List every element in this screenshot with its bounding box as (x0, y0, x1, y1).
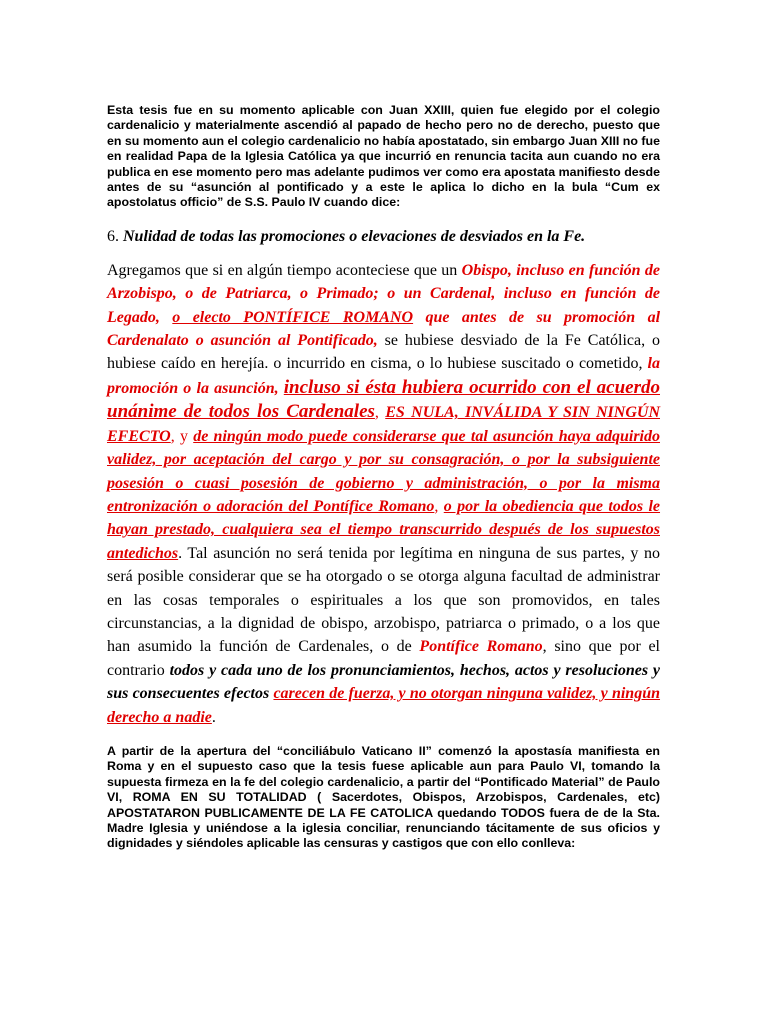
quote-text: , (434, 497, 444, 515)
quote-text: se hubiese desviado de la Fe Católica, o hubiese caído en herejía. o incurrido en cisma, o lo hubiese suscitado o cometido, (107, 332, 660, 373)
document-page (107, 103, 660, 852)
quote-text: , sino que por el contrario (107, 638, 660, 679)
closing-paragraph: A partir de la apertura del “conciliábulo Vaticano II” comenzó la apostasía manifiesta en Roma y en el supuesto caso que la tesis fuese aplicable aun para Paulo VI, tomando la supuesta firmeza en la fe del colegio cardenalicio, a partir del “Pontificado Material” de Paulo VI, ROMA EN SU TOTALIDAD ( Sacerdotes, Obispos, Arzobispos, Cardenales, etc) APOSTATARON PUBLICAMENTE DE LA FE CATOLICA quedando TODOS fuera de de la Sta. Madre Iglesia y uniéndose a la iglesia conciliar, renunciando tácitamente de sus oficios y dignidades y siéndoles aplicable las censuras y castigos que con ello conlleva: (107, 743, 660, 851)
quote-text: , (374, 404, 386, 422)
quote-emphasis: Obispo, incluso en función de Arzobispo, o de Patriarca, o Primado; o un Cardenal, incluso en función de Legado, (107, 261, 660, 326)
quote-emphasis-underlined: o electo PONTÍFICE ROMANO (172, 308, 414, 326)
quote-text: , y (170, 427, 194, 445)
quote-text: Agregamos que si en algún tiempo aconteciese que un (107, 261, 462, 279)
quote-emphasis: Pontífice Romano (419, 638, 543, 656)
section-number: 6. (107, 227, 119, 245)
quote-emphasis-underlined: de ningún modo puede considerarse que tal asunción haya adquirido validez, por aceptación del cargo y por su consagración, o por la subsiguiente posesión o cuasi posesión de gobierno y administración, o por la misma entronización o adoración del Pontífice Romano (107, 427, 660, 515)
bull-quote (107, 259, 660, 729)
quote-text: . Tal asunción no será tenida por legítima en ninguna de sus partes, y no será posible considerar que se ha otorgado o se otorga alguna facultad de administrar en las cosas temporales o espirituales a los que son promovidos, en tales circunstancias, a la dignidad de obispo, arzobispo, patriarca o primado, o a los que han asumido la función de Cardenales, o de (107, 544, 660, 656)
quote-emphasis-underlined: carecen de fuerza, y no otorgan ninguna validez, y ningún derecho a nadie (107, 685, 661, 726)
quote-emphasis: que antes de su promoción al Cardenalato o asunción al Pontificado, (107, 308, 661, 350)
quote-emphasis: la promoción o la asunción, (107, 355, 660, 397)
quote-emphasis-black: todos y cada uno de los pronunciamientos, hechos, actos y resoluciones y sus consecuentes efectos (107, 661, 660, 703)
intro-paragraph: Esta tesis fue en su momento aplicable con Juan XXIII, quien fue elegido por el colegio cardenalicio y materialmente ascendió al papado de hecho pero no de derecho, puesto que en su momento aun el colegio cardenalicio no había apostatado, sin embargo Juan XIII no fue en realidad Papa de la Iglesia Católica ya que incurrió en renuncia tacita aun cuando no era publica en ese momento pero mas adelante pudimos ver como era apostata manifiesto desde antes de su “asunción al pontificado y a este le aplica lo dicho en la bula “Cum ex apostolatus officio” de S.S. Paulo IV cuando dice: (107, 103, 660, 210)
quote-emphasis-underlined: ES NULA, INVÁLIDA Y SIN NINGÚN EFECTO (107, 404, 660, 445)
quote-text (160, 309, 172, 326)
section-heading (107, 227, 660, 247)
quote-text: . (211, 708, 216, 726)
quote-emphasis-large: incluso si ésta hubiera ocurrido con el acuerdo unánime de todos los Cardenales (107, 376, 660, 423)
section-title: Nulidad de todas las promociones o elevaciones de desviados en la Fe. (123, 227, 586, 245)
quote-emphasis-underlined: o por la obediencia que todos le hayan prestado, cualquiera sea el tiempo transcurrido después de los supuestos antedichos (107, 497, 661, 562)
